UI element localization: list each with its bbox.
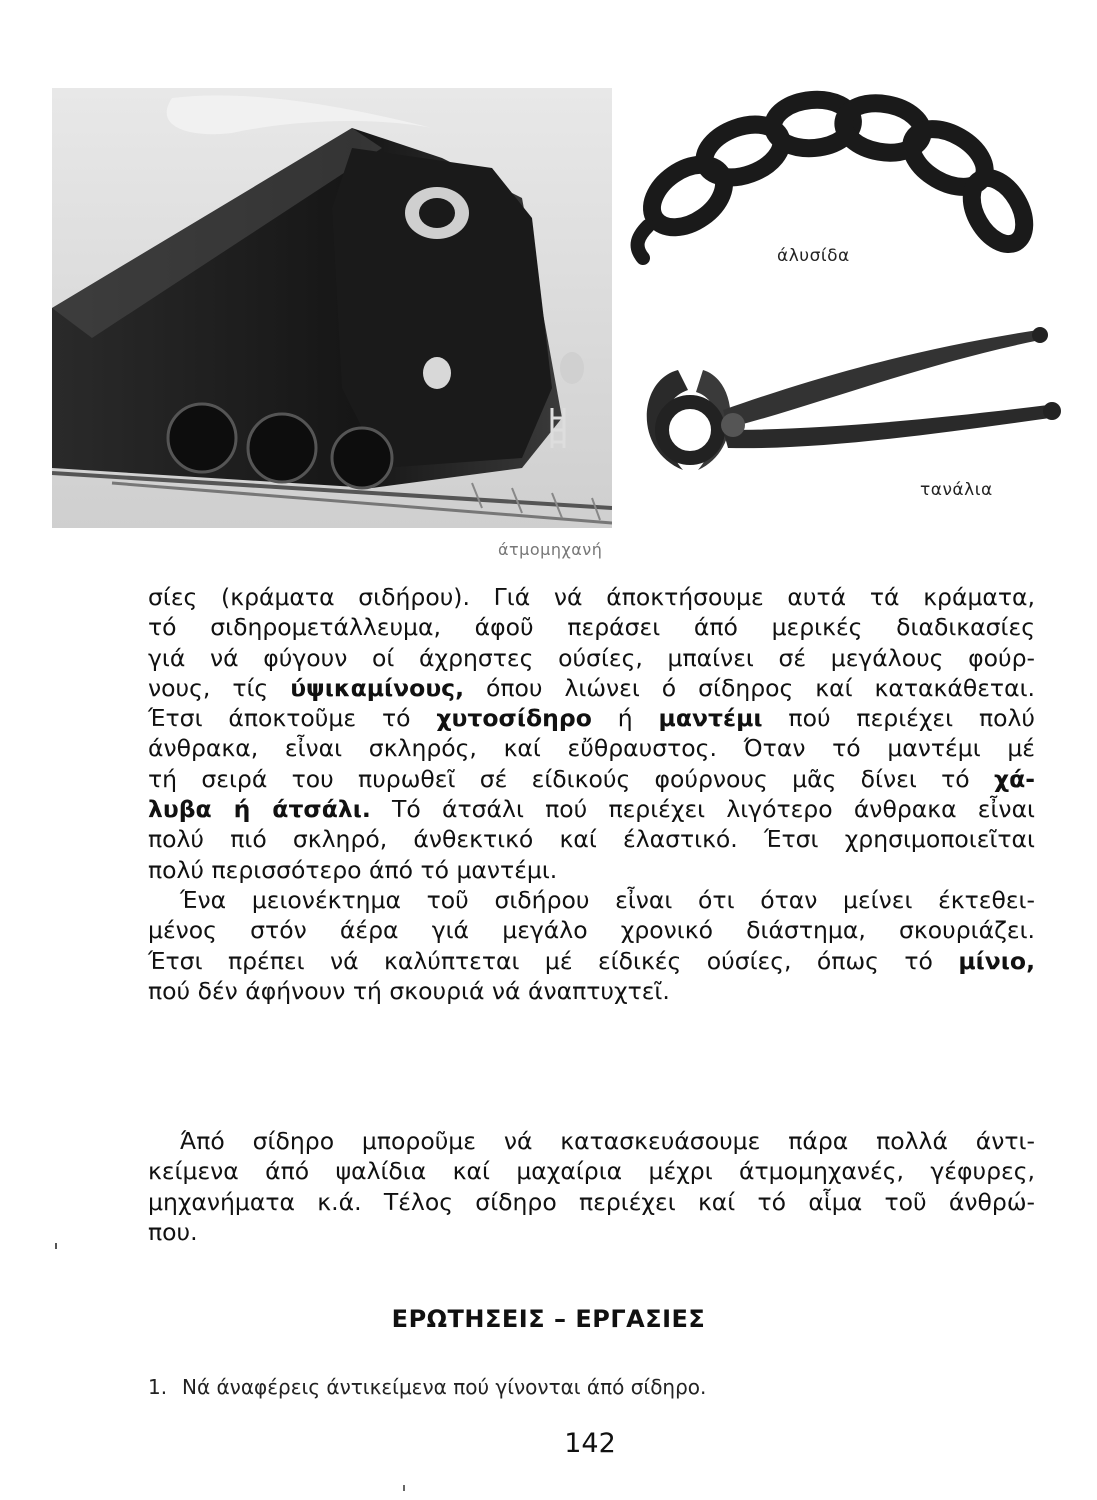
locomotive-caption: άτμομηχανή <box>498 540 603 559</box>
text-line: νους, τίς ύψικαμίνους, όπου λιώνει ό σίδηρος καί κατακάθεται. <box>148 673 1035 702</box>
question-text: Νά άναφέρεις άντικείμενα πού γίνονται άπό σίδηρο. <box>182 1375 707 1399</box>
text-line: πού δέν άφήνουν τή σκουριά νά άναπτυχτεῖ. <box>148 976 670 1005</box>
page-number: 142 <box>564 1428 616 1459</box>
question-item <box>148 1375 706 1399</box>
text-line: γιά νά φύγουν οί άχρηστες ούσίες, μπαίνει σέ μεγάλους φούρ- <box>148 643 1035 672</box>
chain-caption: άλυσίδα <box>777 246 850 266</box>
text-line: τή σειρά του πυρωθεῖ σέ είδικούς φούρνους μᾶς δίνει τό χά- <box>148 764 1035 793</box>
text-line: κείμενα άπό ψαλίδια καί μαχαίρια μέχρι άτμομηχανές, γέφυρες, <box>148 1157 1035 1186</box>
term-blast-furnaces: ύψικαμίνους, <box>290 673 465 702</box>
text-line: μένος στόν άέρα γιά μεγάλο χρονικό διάστημα, σκουριάζει. <box>148 916 1035 945</box>
text-line: Ένα μειονέκτημα τοῦ σιδήρου εἶναι ότι όταν μείνει έκτεθει- <box>180 885 1035 914</box>
term-steel: λυβα ή άτσάλι. <box>148 795 371 824</box>
pincers-photo <box>628 310 1068 495</box>
text-line: τό σιδηρομετάλλευμα, άφοῦ περάσει άπό μερικές διαδικασίες <box>148 613 1035 642</box>
paragraph-iron-uses <box>148 1126 1035 1247</box>
text-line: λυβα ή άτσάλι. Τό άτσάλι πού περιέχει λιγότερο άνθρακα εἶναι <box>148 795 1036 824</box>
text-line: πολύ περισσότερο άπό τό μαντέμι. <box>148 855 558 884</box>
term-steel-start: χά- <box>993 764 1035 793</box>
text-line: μηχανήματα κ.ά. Τέλος σίδηρο περιέχει καί τό αἷμα τοῦ άνθρώ- <box>148 1187 1035 1216</box>
term-cast-iron: χυτοσίδηρο <box>436 704 592 733</box>
text-line: που. <box>148 1217 198 1246</box>
text-line: Έτσι πρέπει νά καλύπτεται μέ είδικές ούσίες, όπως τό μίνιο, <box>148 946 1035 975</box>
text-line: άνθρακα, εἶναι σκληρός, καί εὔθραυστος. Όταν τό μαντέμι μέ <box>148 734 1035 763</box>
text-line: σίες (κράματα σιδήρου). Γιά νά άποκτήσουμε αυτά τά κράματα, <box>148 583 1035 611</box>
paragraph-iron-alloys <box>148 582 1035 1006</box>
question-number: 1. <box>148 1375 168 1399</box>
pincers-caption: τανάλια <box>920 480 993 500</box>
text-line: Άπό σίδηρο μποροῦμε νά κατασκευάσουμε πάρα πολλά άντι- <box>180 1127 1035 1155</box>
section-heading: ΕΡΩΤΗΣΕΙΣ – ΕΡΓΑΣΙΕΣ <box>391 1305 706 1333</box>
text-line: Έτσι άποκτοῦμε τό χυτοσίδηρο ή μαντέμι πού περιέχει πολύ <box>148 704 1036 733</box>
term-mantemi: μαντέμι <box>658 704 763 733</box>
term-minium: μίνιο, <box>958 946 1035 975</box>
locomotive-photo <box>52 88 612 528</box>
text-line: πολύ πιό σκληρό, άνθεκτικό καί έλαστικό. Έτσι χρησιμοποιεῖται <box>148 825 1035 854</box>
